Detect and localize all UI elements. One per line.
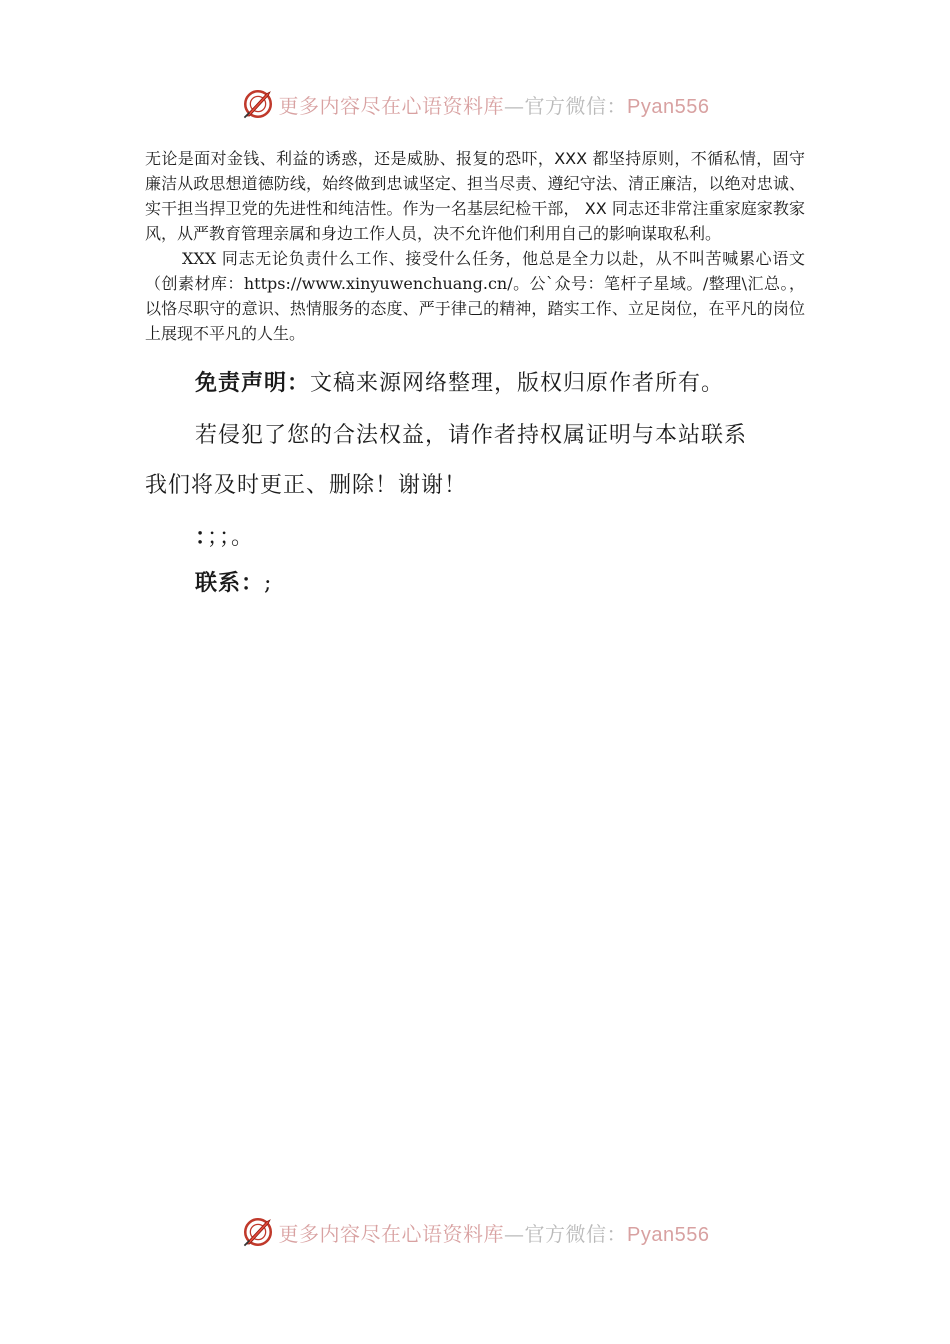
- paragraph-2: XXX 同志无论负责什么工作、接受什么任务，他总是全力以赴，从不叫苦喊累心语文（创素材库：https://www.xinyuwenchuang.cn/。公`众号：笔杆子星域。/整理\汇总。，以恪尽职守的意识、热情服务的态度、严于律己的精神，踏实工作、立足岗位，在平凡的岗位上展现不平凡的人生。: [145, 249, 805, 343]
- disclaimer-line-4: [145, 516, 805, 560]
- disclaimer-text: 文稿来源网络整理，版权归原作者所有。: [310, 371, 725, 396]
- footer-banner-text: [279, 1218, 710, 1247]
- line-4-label: ：: [195, 525, 208, 550]
- quill-pen-logo-icon: [241, 1215, 275, 1249]
- disclaimer-line-3: 我们将及时更正、删除！谢谢！: [145, 473, 468, 498]
- footer-banner-prefix: 更多内容尽在心语资料库: [278, 1221, 505, 1246]
- contact-line: [145, 562, 805, 606]
- line-4-text: ；；。: [207, 525, 255, 550]
- footer-banner: [0, 1212, 950, 1252]
- contact-label: 联系：: [195, 571, 265, 596]
- quill-pen-logo-icon: [241, 87, 275, 121]
- disclaimer-label: 免责声明：: [195, 371, 311, 396]
- document-body: [145, 146, 805, 606]
- footer-banner-contact: Pyan556: [627, 1223, 710, 1246]
- disclaimer-line-2: 若侵犯了您的合法权益，请作者持权属证明与本站联系: [195, 423, 748, 448]
- footer-banner-dash: —: [504, 1221, 525, 1246]
- header-banner: [0, 84, 950, 124]
- paragraph-1: 无论是面对金钱、利益的诱惑，还是威胁、报复的恐吓，XXX 都坚持原则，不循私情，固守廉洁从政思想道德防线，始终做到忠诚坚定、担当尽责、遵纪守法、清正廉洁，以绝对忠诚、实干担当捍卫党的先进性和纯洁性。作为一名基层纪检干部， XX 同志还非常注重家庭家教家风，从严教育管理亲属和身边工作人员，决不允许他们利用自己的影响谋取私利。: [145, 149, 805, 243]
- header-banner-contact: Pyan556: [627, 95, 710, 118]
- header-banner-text: [279, 90, 710, 119]
- header-banner-dash: —: [504, 93, 525, 118]
- contact-text: ;: [264, 571, 273, 596]
- header-banner-prefix: 更多内容尽在心语资料库: [278, 93, 505, 118]
- disclaimer-line: [145, 364, 805, 404]
- header-banner-mid: 官方微信：: [524, 93, 628, 118]
- footer-banner-mid: 官方微信：: [524, 1221, 628, 1246]
